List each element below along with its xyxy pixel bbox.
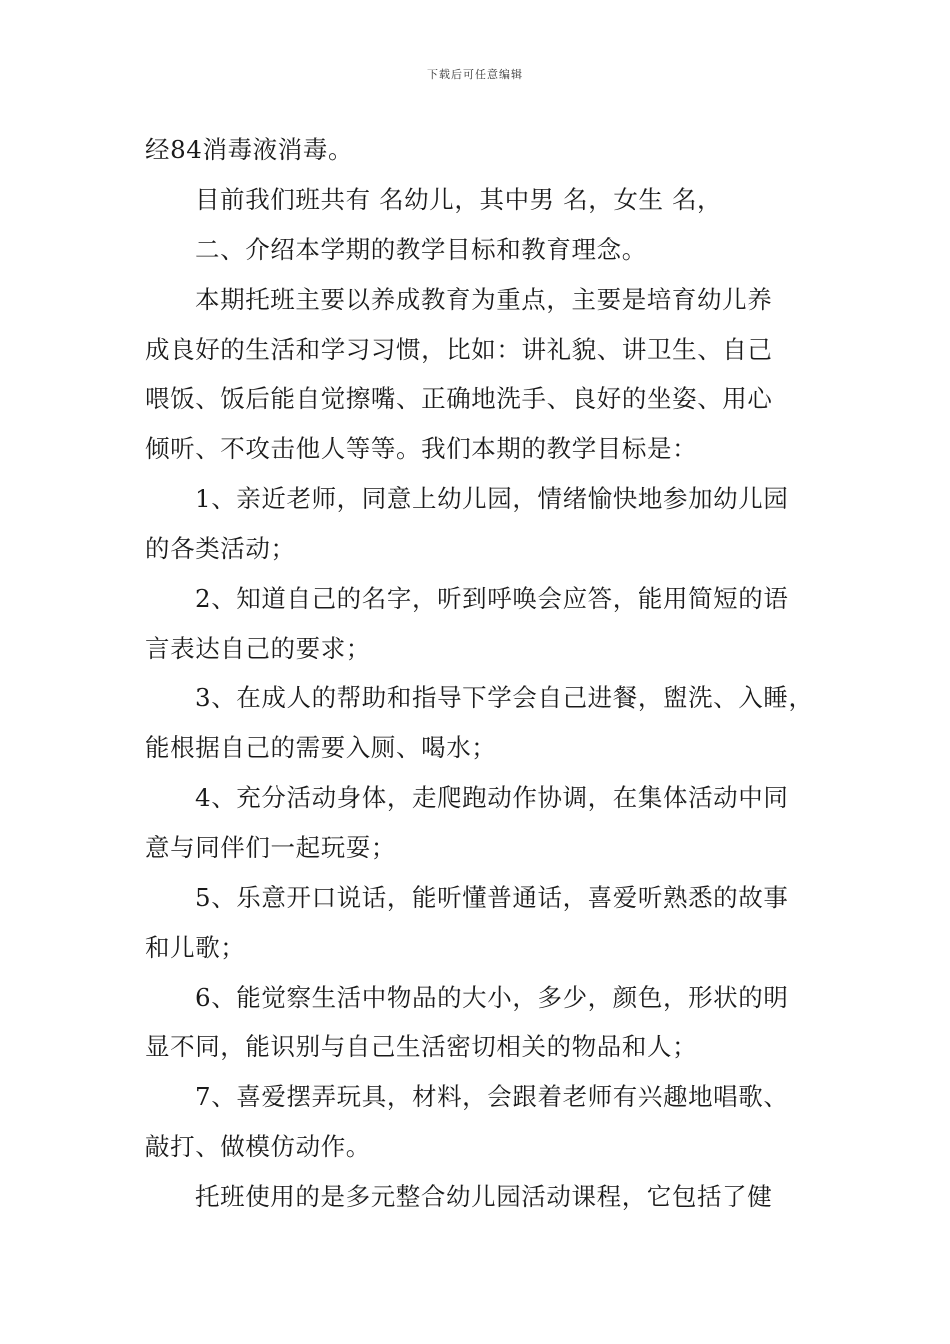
body-line: 托班使用的是多元整合幼儿园活动课程，它包括了健 xyxy=(195,1182,773,1211)
list-item-3-continued: 能根据自己的需要入厕、喝水； xyxy=(145,733,497,762)
list-item-1: 1、亲近老师，同意上幼儿园，情绪愉快地参加幼儿园 xyxy=(195,484,789,513)
list-item-6: 6、能觉察生活中物品的大小，多少，颜色，形状的明 xyxy=(195,983,789,1012)
section-heading: 二、介绍本学期的教学目标和教育理念。 xyxy=(195,235,647,264)
list-item-6-continued: 显不同，能识别与自己生活密切相关的物品和人； xyxy=(145,1032,698,1061)
body-line: 目前我们班共有 名幼儿，其中男 名，女生 名， xyxy=(195,185,723,214)
body-line: 经84消毒液消毒。 xyxy=(145,135,354,164)
list-item-2-continued: 言表达自己的要求； xyxy=(145,634,371,663)
list-item-7-continued: 敲打、做模仿动作。 xyxy=(145,1132,371,1161)
list-item-1-continued: 的各类活动； xyxy=(145,534,296,563)
list-item-5-continued: 和儿歌； xyxy=(145,933,246,962)
page-header: 下载后可任意编辑 xyxy=(427,68,523,81)
list-item-3: 3、在成人的帮助和指导下学会自己进餐，盥洗、入睡， xyxy=(195,683,814,712)
list-item-7: 7、喜爱摆弄玩具，材料，会跟着老师有兴趣地唱歌、 xyxy=(195,1082,789,1111)
list-item-5: 5、乐意开口说话，能听懂普通话，喜爱听熟悉的故事 xyxy=(195,883,789,912)
list-item-2: 2、知道自己的名字，听到呼唤会应答，能用简短的语 xyxy=(195,584,789,613)
body-line: 倾听、不攻击他人等等。我们本期的教学目标是： xyxy=(145,434,698,463)
body-line: 喂饭、饭后能自觉擦嘴、正确地洗手、良好的坐姿、用心 xyxy=(145,384,773,413)
body-line: 本期托班主要以养成教育为重点，主要是培育幼儿养 xyxy=(195,285,773,314)
list-item-4: 4、充分活动身体，走爬跑动作协调，在集体活动中同 xyxy=(195,783,789,812)
body-line: 成良好的生活和学习习惯，比如：讲礼貌、讲卫生、自己 xyxy=(145,335,773,364)
list-item-4-continued: 意与同伴们一起玩耍； xyxy=(145,833,396,862)
